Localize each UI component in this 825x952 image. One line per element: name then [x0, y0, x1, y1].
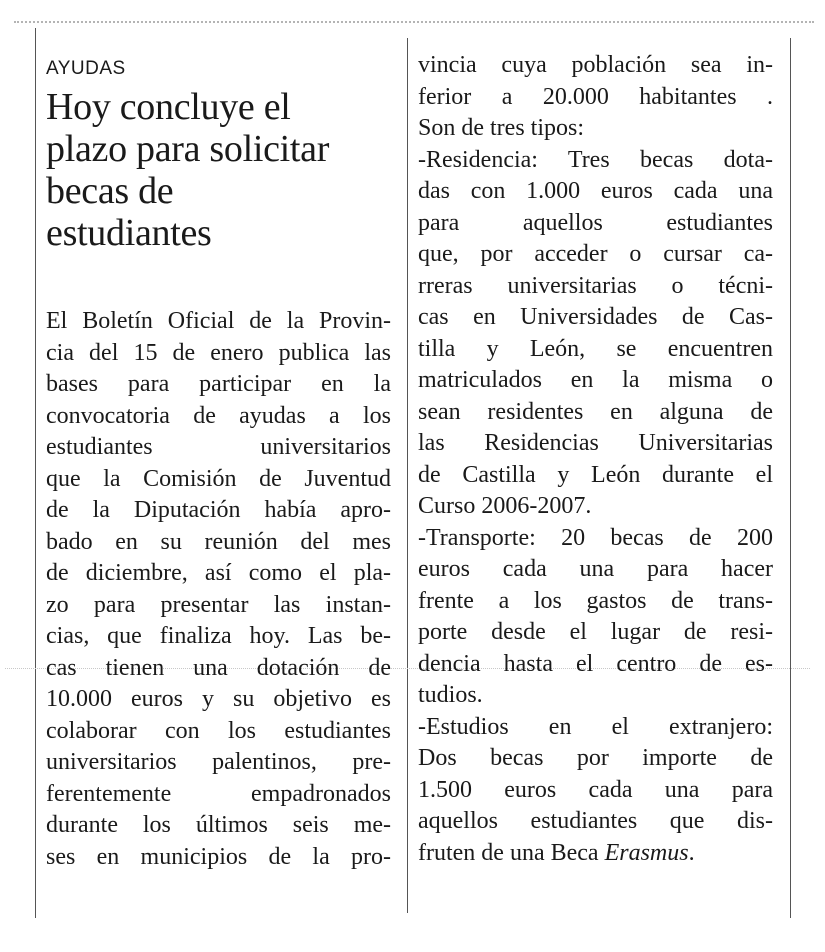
body-line: las Residencias Universitarias [418, 430, 773, 456]
body-line: cia del 15 de enero publica las [46, 339, 391, 366]
body-line: dencia hasta el centro de es- [418, 650, 773, 677]
body-line: das con 1.000 euros cada una [418, 178, 773, 204]
body-line: tilla y León, se encuentren [418, 335, 773, 362]
body-line: bado en su reunión del mes [46, 528, 391, 555]
body-line: ferentemente empadronados [46, 780, 391, 807]
body-line: matriculados en la misma o [418, 367, 773, 393]
body-line: rreras universitarias o técni- [418, 272, 773, 299]
section-label: AYUDAS [46, 58, 126, 79]
body-line: de diciembre, así como el pla- [46, 560, 391, 586]
body-line-text: fruten de una Beca [418, 839, 599, 866]
body-line: universitarios palentinos, pre- [46, 749, 391, 775]
headline-line: Hoy concluye el [46, 86, 291, 128]
body-line: El Boletín Oficial de la Provin- [46, 308, 391, 334]
italic-term: Erasmus [604, 839, 689, 866]
headline-line: estudiantes [46, 212, 212, 254]
body-line: aquellos estudiantes que dis- [418, 808, 773, 834]
final-period: . [688, 839, 695, 866]
body-line: sean residentes en alguna de [418, 398, 773, 425]
body-line: de Castilla y León durante el [418, 461, 773, 488]
headline-line: plazo para solicitar [46, 128, 330, 170]
body-line: durante los últimos seis me- [46, 812, 391, 838]
body-line: -Transporte: 20 becas de 200 [418, 524, 773, 551]
headline [46, 86, 406, 254]
body-line: -Estudios en el extranjero: [418, 713, 773, 740]
body-line: 10.000 euros y su objetivo es [46, 686, 391, 712]
body-line: ferior a 20.000 habitantes . [418, 83, 773, 110]
article-body-right-column [418, 50, 773, 869]
body-line: colaborar con los estudiantes [46, 717, 391, 744]
body-line: cas en Universidades de Cas- [418, 304, 773, 330]
article-body-left-column [46, 306, 391, 873]
body-line: euros cada una para hacer [418, 556, 773, 582]
top-rule [14, 21, 814, 23]
right-column-rule [790, 38, 791, 918]
body-line: frente a los gastos de trans- [418, 587, 773, 614]
body-line-last [418, 838, 773, 870]
body-line: para aquellos estudiantes [418, 209, 773, 236]
body-line: porte desde el lugar de resi- [418, 619, 773, 645]
body-line: 1.500 euros cada una para [418, 776, 773, 803]
body-line: -Residencia: Tres becas dota- [418, 146, 773, 173]
body-line: cas tienen una dotación de [46, 654, 391, 681]
body-line: estudiantes universitarios [46, 434, 391, 460]
body-line: ses en municipios de la pro- [46, 843, 391, 870]
body-line: Son de tres tipos: [418, 115, 584, 141]
left-column-rule [35, 28, 36, 918]
body-line: Curso 2006-2007. [418, 493, 592, 519]
body-line: convocatoria de ayudas a los [46, 402, 391, 429]
body-line: zo para presentar las instan- [46, 591, 391, 618]
body-line: cias, que finaliza hoy. Las be- [46, 623, 391, 649]
body-line: vincia cuya población sea in- [418, 52, 773, 78]
body-line: que, por acceder o cursar ca- [418, 241, 773, 267]
body-line: de la Diputación había apro- [46, 497, 391, 523]
body-line: bases para participar en la [46, 371, 391, 397]
body-line: que la Comisión de Juventud [46, 465, 391, 492]
center-column-rule [407, 38, 408, 913]
headline-line: becas de [46, 170, 174, 212]
body-line: Dos becas por importe de [418, 745, 773, 771]
body-line: tudios. [418, 682, 483, 708]
